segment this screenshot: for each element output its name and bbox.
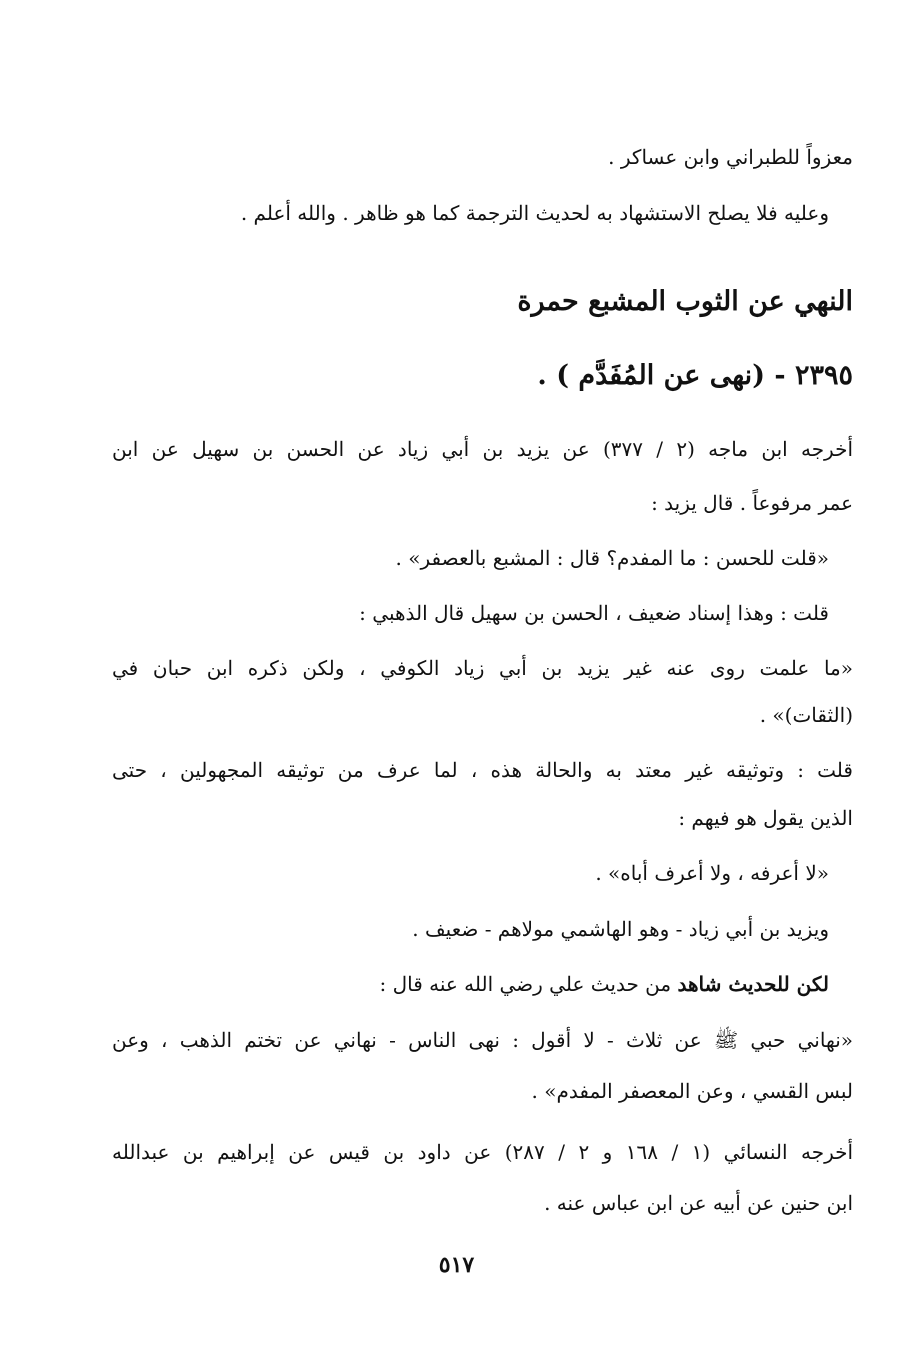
text-line-5: «قلت للحسن : ما المفدم؟ قال : المشبع بالعصفر» . — [395, 546, 829, 570]
text-line-10: الذين يقول هو فيهم : — [678, 806, 853, 830]
text-line-7: «ما علمت روى عنه غير يزيد بن أبي زياد الكوفي ، ولكن ذكره ابن حبان في — [112, 656, 853, 680]
shahid-label: لكن للحديث شاهد — [677, 972, 829, 996]
text-line-1: معزواً للطبراني وابن عساكر . — [608, 145, 853, 169]
text-line-4: عمر مرفوعاً . قال يزيد : — [651, 491, 853, 515]
text-line-13 — [379, 969, 829, 999]
section-heading: النهي عن الثوب المشبع حمرة — [517, 286, 853, 317]
text-line-16: أخرجه النسائي (١ / ١٦٨ و ٢ / ٢٨٧) عن داود بن قيس عن إبراهيم بن عبدالله — [112, 1140, 854, 1164]
text-line-17: ابن حنين عن أبيه عن ابن عباس عنه . — [544, 1191, 853, 1215]
text-line-9: قلت : وتوثيقه غير معتد به والحالة هذه ، لما عرف من توثيقه المجهولين ، حتى — [112, 758, 853, 782]
text-line-12: ويزيد بن أبي زياد - وهو الهاشمي مولاهم - ضعيف . — [412, 917, 829, 941]
page-number: ٥١٧ — [438, 1252, 475, 1278]
text-line-3: أخرجه ابن ماجه (٢ / ٣٧٧) عن يزيد بن أبي زياد عن الحسن بن سهيل عن ابن — [112, 437, 854, 461]
text-line-15: لبس القسي ، وعن المعصفر المفدم» . — [531, 1079, 853, 1103]
hadith-number-heading: ٢٣٩٥ - (نهى عن المُفَدَّم ) . — [537, 360, 853, 391]
text-line-8: (الثقات)» . — [759, 703, 853, 727]
text-line-14: «نهاني حبي ﷺ عن ثلاث - لا أقول : نهى الناس - نهاني عن تختم الذهب ، وعن — [112, 1028, 853, 1052]
text-line-6: قلت : وهذا إسناد ضعيف ، الحسن بن سهيل قال الذهبي : — [359, 601, 829, 625]
shahid-text: من حديث علي رضي الله عنه قال : — [379, 972, 678, 996]
text-line-2: وعليه فلا يصلح الاستشهاد به لحديث الترجمة كما هو ظاهر . والله أعلم . — [240, 201, 829, 225]
text-line-11: «لا أعرفه ، ولا أعرف أباه» . — [595, 861, 829, 885]
